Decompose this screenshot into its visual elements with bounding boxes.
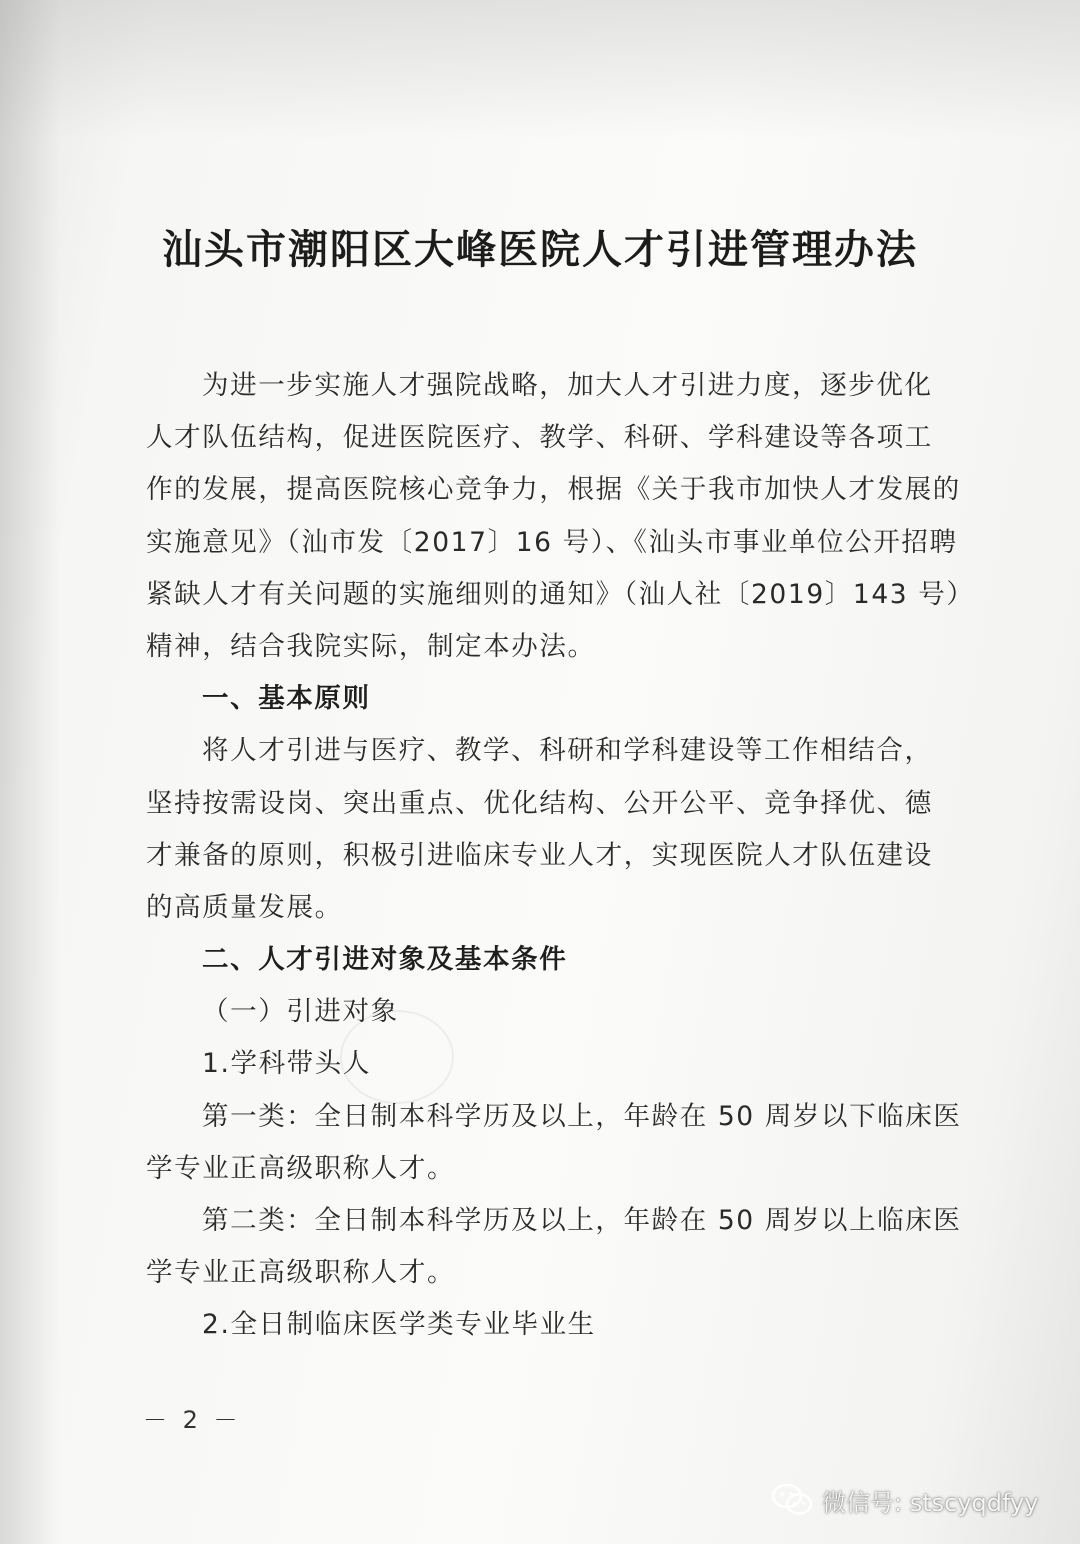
wechat-icon <box>770 1482 814 1518</box>
category-one-line: 学专业正高级职称人才。 <box>146 1152 456 1184</box>
watermark-label: 微信号: stscyqdfyy <box>822 1488 1039 1517</box>
document-title: 汕头市潮阳区大峰医院人才引进管理办法 <box>162 226 918 273</box>
item-heading-graduates: 2.全日制临床医学类专业毕业生 <box>202 1309 596 1341</box>
section-heading-basic-principles: 一、基本原则 <box>202 683 371 715</box>
category-two-line: 学专业正高级职称人才。 <box>146 1257 456 1289</box>
item-heading-discipline-leader: 1.学科带头人 <box>202 1048 371 1080</box>
page-number: － 2 － <box>143 1406 242 1434</box>
page-shadow-top <box>0 0 1080 140</box>
principle-line: 坚持按需设岗、突出重点、优化结构、公开公平、竞争择优、德 <box>146 787 933 819</box>
principle-line: 将人才引进与医疗、教学、科研和学科建设等工作相结合， <box>202 735 933 767</box>
wechat-watermark <box>770 1478 1038 1522</box>
intro-line: 作的发展，提高医院核心竞争力，根据《关于我市加快人才发展的 <box>146 474 961 506</box>
subsection-heading-targets: （一）引进对象 <box>202 996 399 1028</box>
intro-line: 人才队伍结构，促进医院医疗、教学、科研、学科建设等各项工 <box>146 422 933 454</box>
intro-line: 精神，结合我院实际，制定本办法。 <box>146 630 596 662</box>
document-body <box>146 360 975 1352</box>
intro-line: 紧缺人才有关问题的实施细则的通知》（汕人社〔2019〕143 号） <box>146 578 975 610</box>
intro-line: 实施意见》（汕市发〔2017〕16 号）、《汕头市事业单位公开招聘 <box>146 526 958 558</box>
principle-line: 的高质量发展。 <box>146 891 343 923</box>
category-two-line: 第二类：全日制本科学历及以上，年龄在 50 周岁以上临床医 <box>202 1205 962 1236</box>
category-one-line: 第一类：全日制本科学历及以上，年龄在 50 周岁以下临床医 <box>202 1100 962 1132</box>
principle-line: 才兼备的原则，积极引进临床专业人才，实现医院人才队伍建设 <box>146 839 933 871</box>
section-heading-talent-targets: 二、人才引进对象及基本条件 <box>202 944 568 976</box>
intro-line: 为进一步实施人才强院战略，加大人才引进力度，逐步优化 <box>202 370 933 401</box>
